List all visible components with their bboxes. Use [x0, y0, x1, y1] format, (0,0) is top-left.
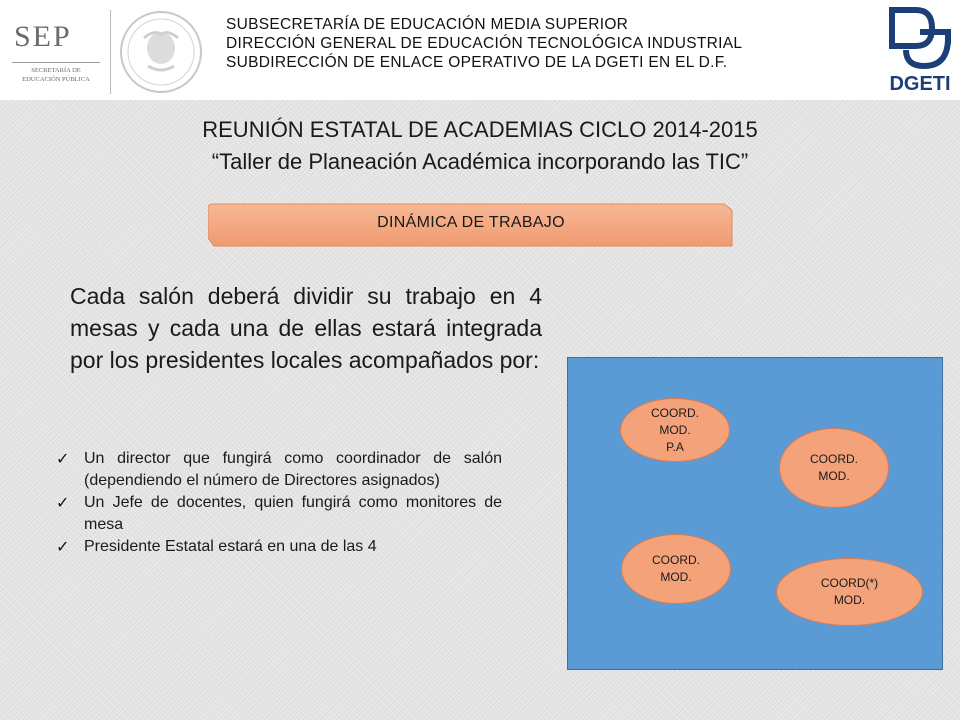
- dgeti-logo: [880, 2, 960, 98]
- header-institution-text: [226, 15, 906, 72]
- checkmark-icon: ✓: [56, 449, 70, 468]
- dgeti-logo-word: DGETI: [889, 73, 951, 95]
- list-item-text: Un Jefe de docentes, quien fungirá como monitores de mesa: [84, 494, 502, 533]
- sep-logo-word: SEP: [14, 20, 72, 53]
- page-title: [0, 114, 960, 178]
- header-bar: [0, 0, 960, 100]
- checkmark-icon: ✓: [56, 493, 70, 512]
- list-item: [56, 492, 502, 536]
- table-node-4: COORD(*) MOD.: [776, 558, 923, 626]
- sep-logo-subtitle: SECRETARÍA DE EDUCACIÓN PÚBLICA: [22, 67, 90, 83]
- list-item-text: Un director que fungirá como coordinador de salón (dependiendo el número de Directores asignados): [84, 450, 502, 489]
- list-item: [56, 448, 502, 492]
- title-line-1: REUNIÓN ESTATAL DE ACADEMIAS CICLO 2014-2015: [202, 117, 758, 142]
- header-divider: [110, 10, 111, 94]
- list-item-text: Presidente Estatal estará en una de las 4: [84, 538, 377, 555]
- checkmark-icon: ✓: [56, 537, 70, 556]
- sep-logo-rule: [12, 62, 100, 63]
- list-item: [56, 536, 502, 558]
- section-banner: [208, 202, 734, 248]
- role-list: [56, 448, 502, 558]
- table-node-2: COORD. MOD.: [779, 428, 889, 508]
- table-node-1: COORD. MOD. P.A: [620, 398, 730, 462]
- intro-paragraph: Cada salón deberá dividir su trabajo en 4 mesas y cada una de ellas estará integrada por los presidentes locales acompañados por:: [70, 283, 542, 373]
- title-line-2: “Taller de Planeación Académica incorporando las TIC”: [211, 149, 749, 174]
- room-layout-diagram: [567, 357, 943, 670]
- banner-label: DINÁMICA DE TRABAJO: [377, 214, 565, 231]
- header-line-1: SUBSECRETARÍA DE EDUCACIÓN MEDIA SUPERIOR: [226, 16, 629, 33]
- table-node-3: COORD. MOD.: [621, 534, 731, 604]
- sep-logo: [8, 18, 104, 96]
- header-line-2: DIRECCIÓN GENERAL DE EDUCACIÓN TECNOLÓGICA INDUSTRIAL: [226, 35, 743, 52]
- national-seal-icon: [118, 8, 204, 96]
- header-line-3: SUBDIRECCIÓN DE ENLACE OPERATIVO DE LA DGETI EN EL D.F.: [226, 54, 728, 71]
